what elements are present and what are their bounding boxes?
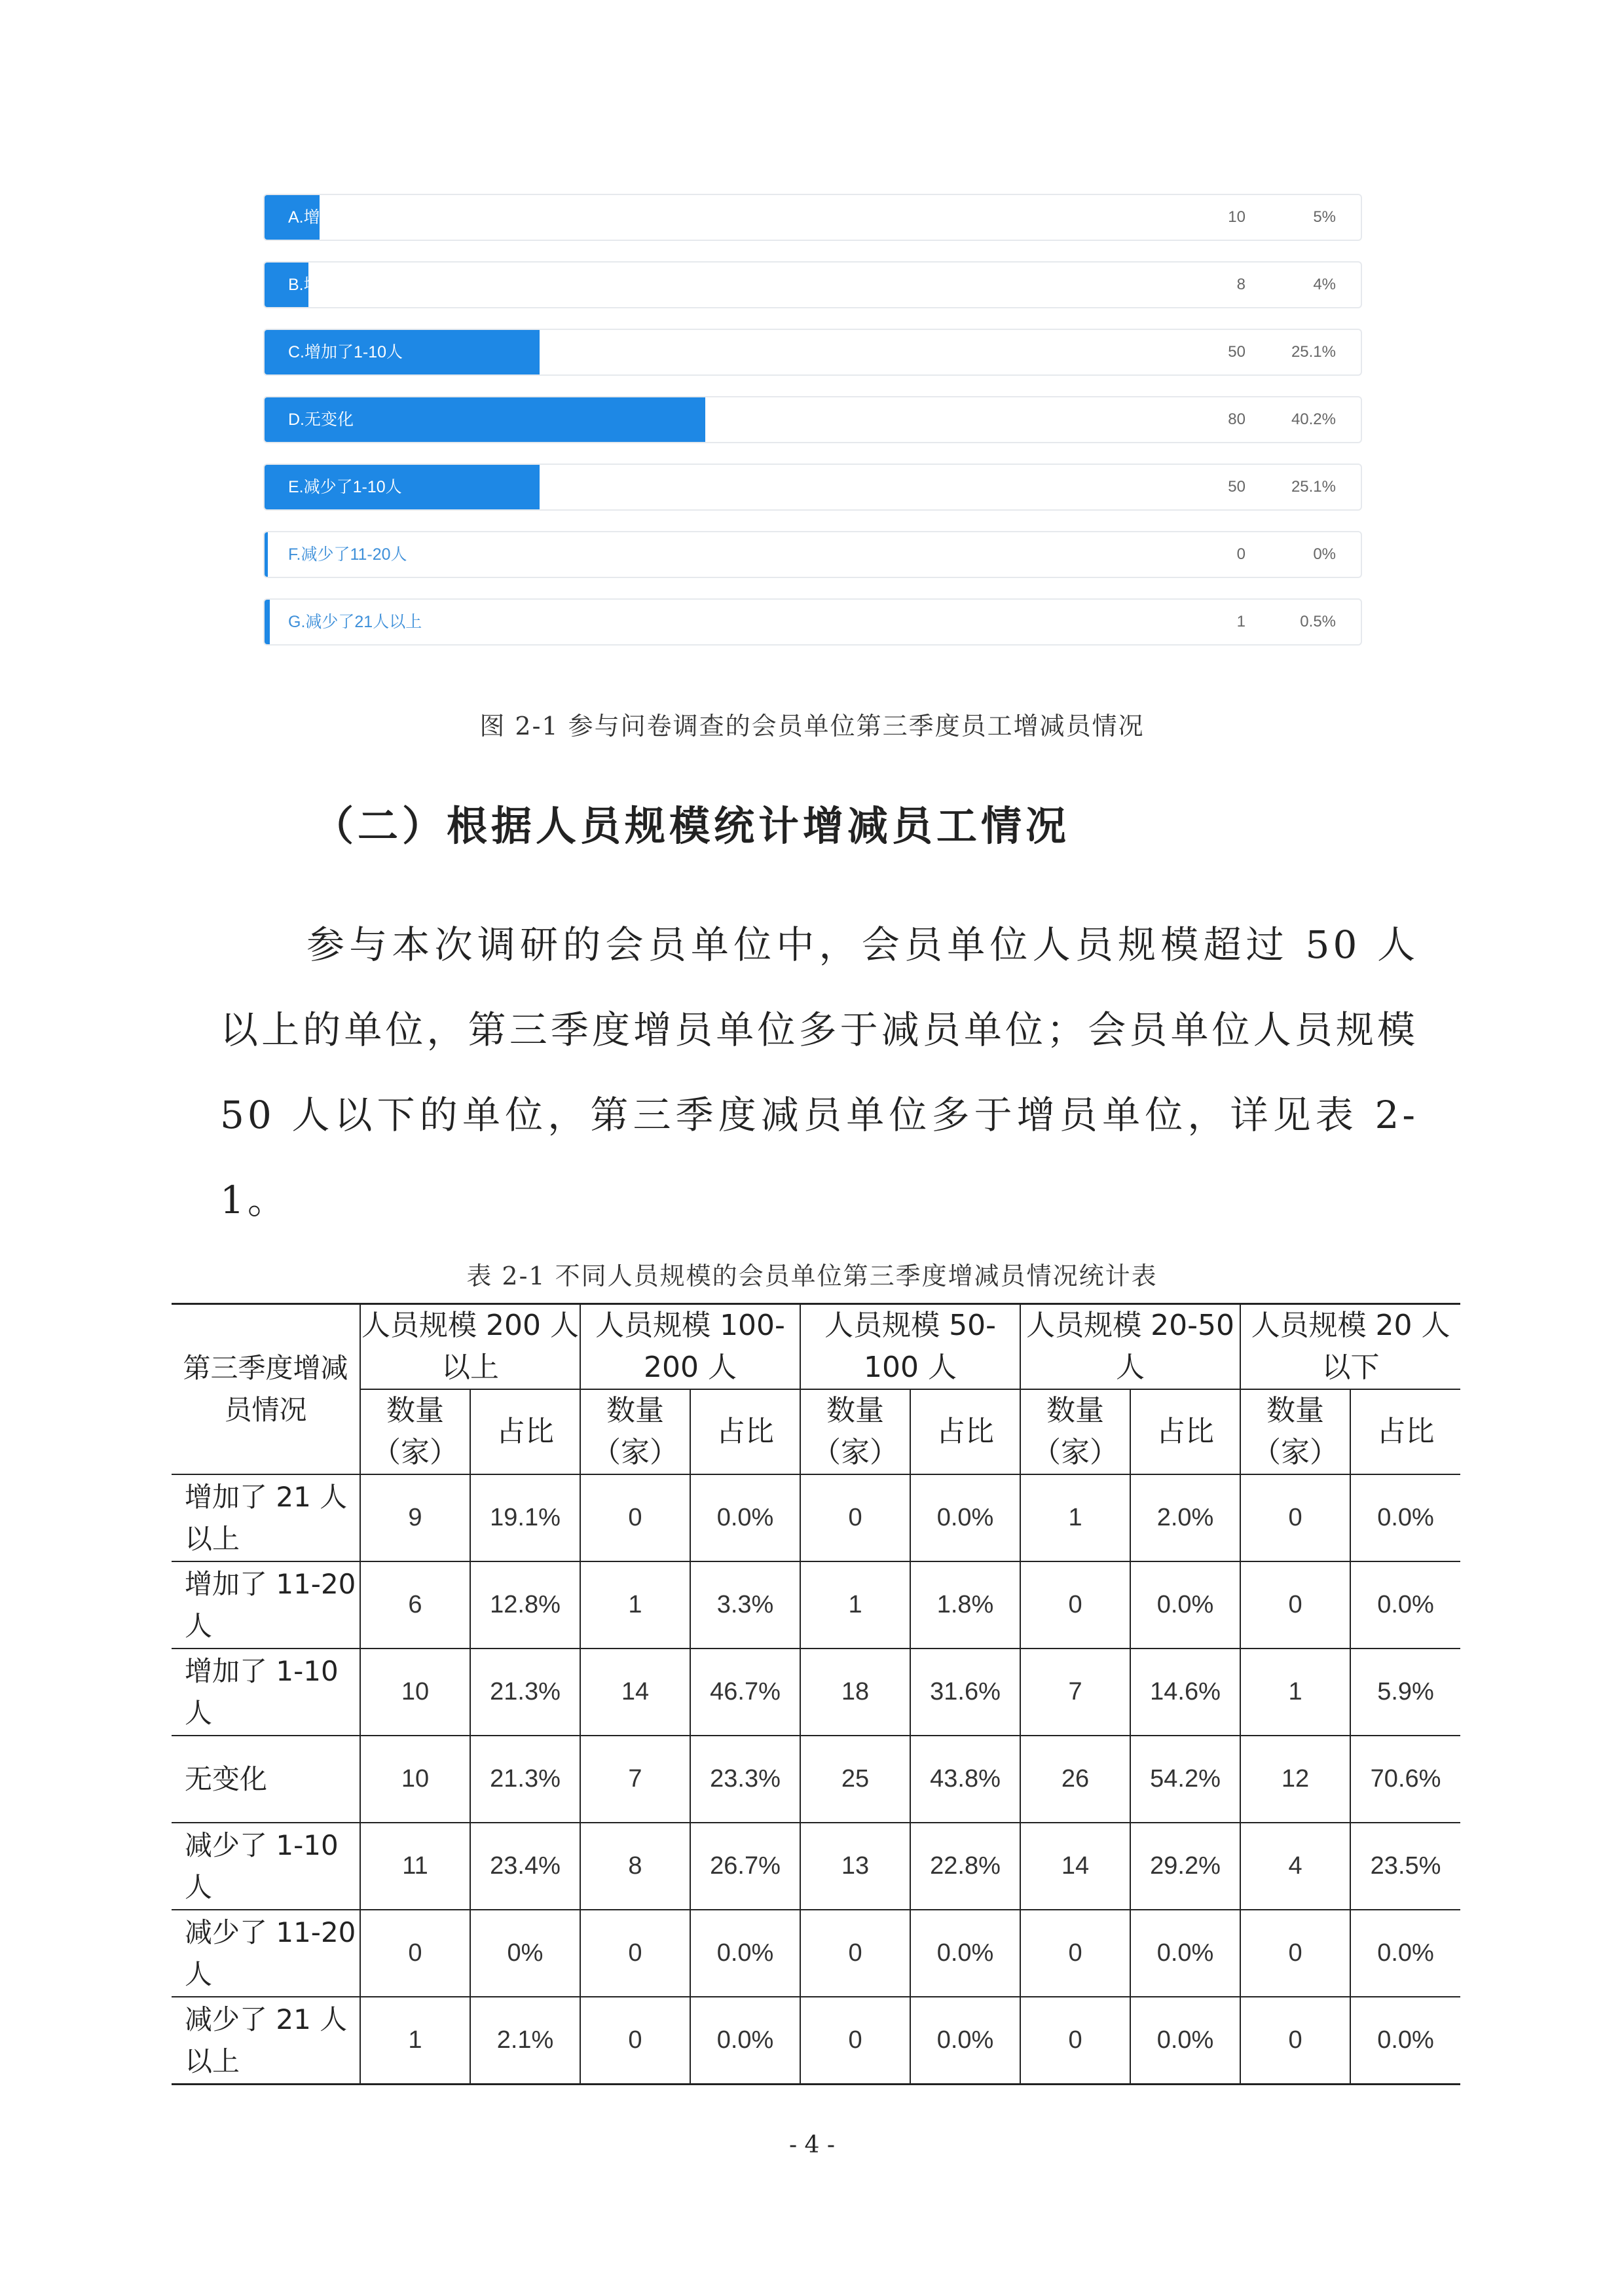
ratio-cell: 0.0% (910, 1910, 1020, 1997)
section-heading: （二）根据人员规模统计增减员工情况 (313, 802, 1071, 850)
ratio-cell: 21.3% (470, 1649, 580, 1736)
ratio-header: 占比 (470, 1389, 580, 1474)
chart-percent-label: 25.1% (1291, 343, 1336, 361)
count-cell: 12 (1240, 1736, 1350, 1823)
count-cell: 0 (800, 1474, 910, 1561)
table-body (172, 1474, 1460, 2085)
ratio-cell: 0.0% (910, 1997, 1020, 2085)
count-cell: 6 (360, 1561, 470, 1649)
chart-count-label: 50 (1228, 478, 1246, 496)
table-row (172, 1823, 1460, 1910)
table-row (172, 1736, 1460, 1823)
chart-percent-label: 40.2% (1291, 410, 1336, 428)
count-cell: 0 (1240, 1910, 1350, 1997)
count-cell: 0 (800, 1997, 910, 2085)
count-cell: 1 (800, 1561, 910, 1649)
table-row (172, 1997, 1460, 2085)
ratio-cell: 0.0% (1350, 1910, 1460, 1997)
count-cell: 13 (800, 1823, 910, 1910)
ratio-cell: 5.9% (1350, 1649, 1460, 1736)
count-cell: 0 (1020, 1910, 1130, 1997)
chart-bar-row (263, 329, 1362, 376)
count-cell: 26 (1020, 1736, 1130, 1823)
ratio-cell: 14.6% (1130, 1649, 1240, 1736)
ratio-cell: 0.0% (1350, 1997, 1460, 2085)
ratio-cell: 23.4% (470, 1823, 580, 1910)
group-header: 人员规模 20 人以下 (1240, 1304, 1460, 1390)
ratio-cell: 1.8% (910, 1561, 1020, 1649)
row-label: 增加了 1-10 人 (172, 1649, 360, 1736)
count-cell: 11 (360, 1823, 470, 1910)
count-cell: 0 (1240, 1561, 1350, 1649)
chart-percent-label: 4% (1313, 276, 1336, 293)
count-cell: 0 (360, 1910, 470, 1997)
ratio-cell: 46.7% (690, 1649, 800, 1736)
chart-count-label: 10 (1228, 208, 1246, 226)
count-cell: 14 (580, 1649, 690, 1736)
ratio-cell: 2.1% (470, 1997, 580, 2085)
row-label: 无变化 (172, 1736, 360, 1823)
chart-count-label: 8 (1236, 276, 1246, 293)
group-header: 人员规模 100-200 人 (580, 1304, 800, 1390)
row-label: 增加了 21 人以上 (172, 1474, 360, 1561)
count-header: 数量（家） (360, 1389, 470, 1474)
survey-bar-chart (263, 194, 1362, 666)
count-header: 数量（家） (1240, 1389, 1350, 1474)
chart-percent-label: 0% (1313, 545, 1336, 563)
count-cell: 0 (580, 1910, 690, 1997)
chart-count-label: 50 (1228, 343, 1246, 361)
count-cell: 1 (1020, 1474, 1130, 1561)
count-cell: 1 (1240, 1649, 1350, 1736)
chart-category-label: B.增加了11-20人 (288, 276, 410, 294)
count-cell: 25 (800, 1736, 910, 1823)
count-cell: 0 (580, 1997, 690, 2085)
chart-bar-row (263, 598, 1362, 646)
table-row (172, 1474, 1460, 1561)
count-cell: 0 (1240, 1997, 1350, 2085)
chart-count-label: 80 (1228, 410, 1246, 428)
chart-category-label: F.减少了11-20人 (288, 545, 407, 564)
count-cell: 10 (360, 1736, 470, 1823)
chart-category-label: A.增加了21人以上 (288, 208, 420, 227)
row-label: 减少了 11-20 人 (172, 1910, 360, 1997)
table-row-header: 第三季度增减员情况 (172, 1304, 360, 1475)
count-cell: 7 (1020, 1649, 1130, 1736)
count-cell: 0 (800, 1910, 910, 1997)
count-cell: 14 (1020, 1823, 1130, 1910)
table-row (172, 1649, 1460, 1736)
ratio-cell: 22.8% (910, 1823, 1020, 1910)
ratio-cell: 0.0% (1130, 1910, 1240, 1997)
ratio-cell: 70.6% (1350, 1736, 1460, 1823)
ratio-cell: 43.8% (910, 1736, 1020, 1823)
figure-caption: 图 2-1 参与问卷调查的会员单位第三季度员工增减员情况 (479, 712, 1145, 740)
count-cell: 7 (580, 1736, 690, 1823)
count-cell: 0 (1020, 1997, 1130, 2085)
count-cell: 0 (1020, 1561, 1130, 1649)
ratio-cell: 0.0% (690, 1997, 800, 2085)
ratio-cell: 0% (470, 1910, 580, 1997)
chart-category-label: C.增加了1-10人 (288, 343, 403, 361)
ratio-header: 占比 (690, 1389, 800, 1474)
ratio-cell: 0.0% (1130, 1561, 1240, 1649)
chart-category-label: G.减少了21人以上 (288, 613, 422, 631)
ratio-cell: 29.2% (1130, 1823, 1240, 1910)
row-label: 减少了 1-10 人 (172, 1823, 360, 1910)
ratio-cell: 26.7% (690, 1823, 800, 1910)
count-cell: 0 (580, 1474, 690, 1561)
ratio-header: 占比 (1130, 1389, 1240, 1474)
ratio-cell: 54.2% (1130, 1736, 1240, 1823)
chart-bar (265, 532, 268, 577)
chart-bar-row (263, 396, 1362, 443)
chart-count-label: 1 (1236, 613, 1246, 630)
ratio-cell: 3.3% (690, 1561, 800, 1649)
count-cell: 9 (360, 1474, 470, 1561)
table-row (172, 1910, 1460, 1997)
ratio-cell: 0.0% (690, 1910, 800, 1997)
count-header: 数量（家） (580, 1389, 690, 1474)
chart-percent-label: 5% (1313, 208, 1336, 226)
count-cell: 18 (800, 1649, 910, 1736)
group-header: 人员规模 20-50 人 (1020, 1304, 1240, 1390)
ratio-cell: 21.3% (470, 1736, 580, 1823)
table-row (172, 1561, 1460, 1649)
staff-change-table (172, 1303, 1460, 2085)
ratio-header: 占比 (910, 1389, 1020, 1474)
count-cell: 10 (360, 1649, 470, 1736)
chart-bar (265, 600, 270, 644)
count-cell: 1 (580, 1561, 690, 1649)
ratio-cell: 23.5% (1350, 1823, 1460, 1910)
chart-bar-row (263, 531, 1362, 578)
ratio-cell: 23.3% (690, 1736, 800, 1823)
ratio-cell: 12.8% (470, 1561, 580, 1649)
chart-bar-row (263, 194, 1362, 241)
row-label: 减少了 21 人以上 (172, 1997, 360, 2085)
chart-category-label: E.减少了1-10人 (288, 478, 402, 496)
ratio-cell: 0.0% (910, 1474, 1020, 1561)
ratio-cell: 31.6% (910, 1649, 1020, 1736)
chart-percent-label: 25.1% (1291, 478, 1336, 496)
row-label: 增加了 11-20 人 (172, 1561, 360, 1649)
chart-count-label: 0 (1236, 545, 1246, 563)
count-cell: 0 (1240, 1474, 1350, 1561)
count-cell: 4 (1240, 1823, 1350, 1910)
chart-bar-row (263, 464, 1362, 511)
ratio-header: 占比 (1350, 1389, 1460, 1474)
ratio-cell: 0.0% (690, 1474, 800, 1561)
group-header: 人员规模 200 人以上 (360, 1304, 580, 1390)
ratio-cell: 0.0% (1130, 1997, 1240, 2085)
group-header: 人员规模 50-100 人 (800, 1304, 1020, 1390)
chart-bar-row (263, 261, 1362, 308)
count-cell: 1 (360, 1997, 470, 2085)
chart-category-label: D.无变化 (288, 410, 354, 429)
chart-percent-label: 0.5% (1300, 613, 1336, 630)
ratio-cell: 19.1% (470, 1474, 580, 1561)
body-paragraph: 参与本次调研的会员单位中，会员单位人员规模超过 50 人以上的单位，第三季度增员单位多于减员单位；会员单位人员规模 50 人以下的单位，第三季度减员单位多于增员单位，详见表 2-1。 (220, 922, 1418, 1222)
ratio-cell: 0.0% (1350, 1474, 1460, 1561)
count-header: 数量（家） (800, 1389, 910, 1474)
count-cell: 8 (580, 1823, 690, 1910)
table-caption: 表 2-1 不同人员规模的会员单位第三季度增减员情况统计表 (466, 1262, 1158, 1290)
ratio-cell: 2.0% (1130, 1474, 1240, 1561)
ratio-cell: 0.0% (1350, 1561, 1460, 1649)
count-header: 数量（家） (1020, 1389, 1130, 1474)
page-number: - 4 - (788, 2132, 836, 2159)
